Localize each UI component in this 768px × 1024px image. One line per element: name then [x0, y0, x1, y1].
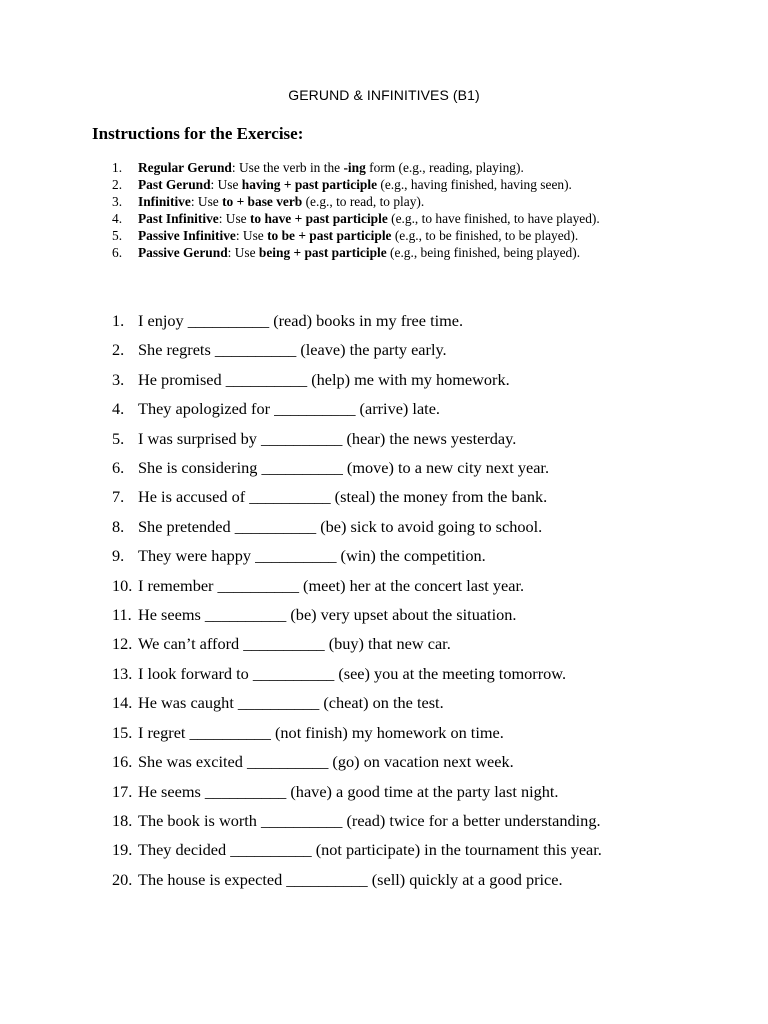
exercise-number: 8. [112, 516, 125, 536]
exercise-list [112, 306, 602, 894]
exercise-number: 17. [112, 781, 133, 801]
exercise-text: He seems __________ (have) a good time at the party last night. [138, 781, 559, 801]
exercise-item [112, 600, 602, 629]
exercise-number: 11. [112, 605, 132, 625]
exercise-text: The house is expected __________ (sell) quickly at a good price. [138, 869, 563, 889]
exercise-text: We can’t afford __________ (buy) that new car. [138, 634, 451, 654]
exercise-number: 5. [112, 428, 125, 448]
exercise-text: They were happy __________ (win) the competition. [138, 546, 486, 566]
instruction-number: 3. [112, 193, 123, 209]
exercise-text: She is considering __________ (move) to a new city next year. [138, 458, 550, 478]
exercise-item [112, 688, 602, 717]
exercise-text: He was caught __________ (cheat) on the test. [138, 693, 444, 713]
exercise-number: 6. [112, 458, 125, 478]
exercise-item [112, 424, 602, 453]
exercise-text: They apologized for __________ (arrive) late. [138, 399, 440, 419]
exercise-number: 10. [112, 575, 133, 595]
instruction-number: 1. [112, 160, 123, 175]
exercise-item [112, 629, 602, 658]
instruction-item [112, 245, 600, 262]
exercise-text: He seems __________ (be) very upset about the situation. [138, 605, 517, 625]
instructions-heading: Instructions for the Exercise: [92, 124, 304, 143]
instruction-number: 6. [112, 244, 123, 260]
exercise-item [112, 835, 602, 864]
exercise-item [112, 335, 602, 364]
exercise-item [112, 541, 602, 570]
instruction-text: Regular Gerund: Use the verb in the -ing form (e.g., reading, playing). [138, 160, 524, 175]
page-title: GERUND & INFINITIVES (B1) [288, 87, 480, 103]
exercise-number: 4. [112, 399, 125, 419]
instruction-item [112, 228, 600, 245]
instruction-text: Passive Gerund: Use being + past participle (e.g., being finished, being played). [138, 244, 581, 260]
exercise-number: 12. [112, 634, 133, 654]
exercise-text: The book is worth __________ (read) twice for a better understanding. [138, 810, 601, 830]
exercise-number: 15. [112, 722, 133, 742]
instruction-text: Past Infinitive: Use to have + past participle (e.g., to have finished, to have played). [138, 210, 600, 226]
instruction-item [112, 194, 600, 211]
instruction-item [112, 211, 600, 228]
instruction-number: 5. [112, 227, 123, 243]
exercise-number: 1. [112, 311, 125, 330]
exercise-text: I remember __________ (meet) her at the concert last year. [138, 575, 525, 595]
instruction-text: Passive Infinitive: Use to be + past participle (e.g., to be finished, to be played). [138, 227, 579, 243]
exercise-item [112, 806, 602, 835]
instruction-number: 2. [112, 176, 123, 192]
instructions-list [112, 160, 600, 261]
exercise-item [112, 659, 602, 688]
exercise-number: 19. [112, 840, 133, 860]
exercise-text: He is accused of __________ (steal) the money from the bank. [138, 487, 548, 507]
exercise-number: 20. [112, 869, 133, 889]
exercise-text: They decided __________ (not participate) in the tournament this year. [138, 840, 602, 860]
exercise-item [112, 747, 602, 776]
exercise-text: She regrets __________ (leave) the party early. [138, 340, 447, 360]
instruction-text: Past Gerund: Use having + past participle (e.g., having finished, having seen). [138, 176, 572, 192]
instruction-item [112, 160, 600, 177]
exercise-text: I was surprised by __________ (hear) the news yesterday. [138, 428, 517, 448]
exercise-text: She pretended __________ (be) sick to avoid going to school. [138, 516, 543, 536]
exercise-text: I enjoy __________ (read) books in my free time. [138, 311, 464, 330]
exercise-number: 14. [112, 693, 133, 713]
exercise-item [112, 365, 602, 394]
exercise-number: 9. [112, 546, 125, 566]
exercise-item [112, 482, 602, 511]
exercise-item [112, 512, 602, 541]
exercise-item [112, 306, 602, 335]
exercise-item [112, 394, 602, 423]
exercise-number: 13. [112, 663, 133, 683]
exercise-number: 16. [112, 752, 133, 772]
exercise-item [112, 718, 602, 747]
exercise-item [112, 453, 602, 482]
exercise-number: 7. [112, 487, 125, 507]
exercise-number: 3. [112, 369, 125, 389]
exercise-item [112, 865, 602, 894]
exercise-text: I look forward to __________ (see) you at the meeting tomorrow. [138, 663, 567, 683]
exercise-item [112, 571, 602, 600]
exercise-item [112, 777, 602, 806]
exercise-number: 2. [112, 340, 125, 360]
exercise-text: I regret __________ (not finish) my homework on time. [138, 722, 504, 742]
instruction-number: 4. [112, 210, 123, 226]
exercise-text: He promised __________ (help) me with my homework. [138, 369, 510, 389]
exercise-text: She was excited __________ (go) on vacation next week. [138, 752, 514, 772]
instruction-text: Infinitive: Use to + base verb (e.g., to read, to play). [138, 193, 425, 209]
exercise-number: 18. [112, 810, 133, 830]
instruction-item [112, 177, 600, 194]
